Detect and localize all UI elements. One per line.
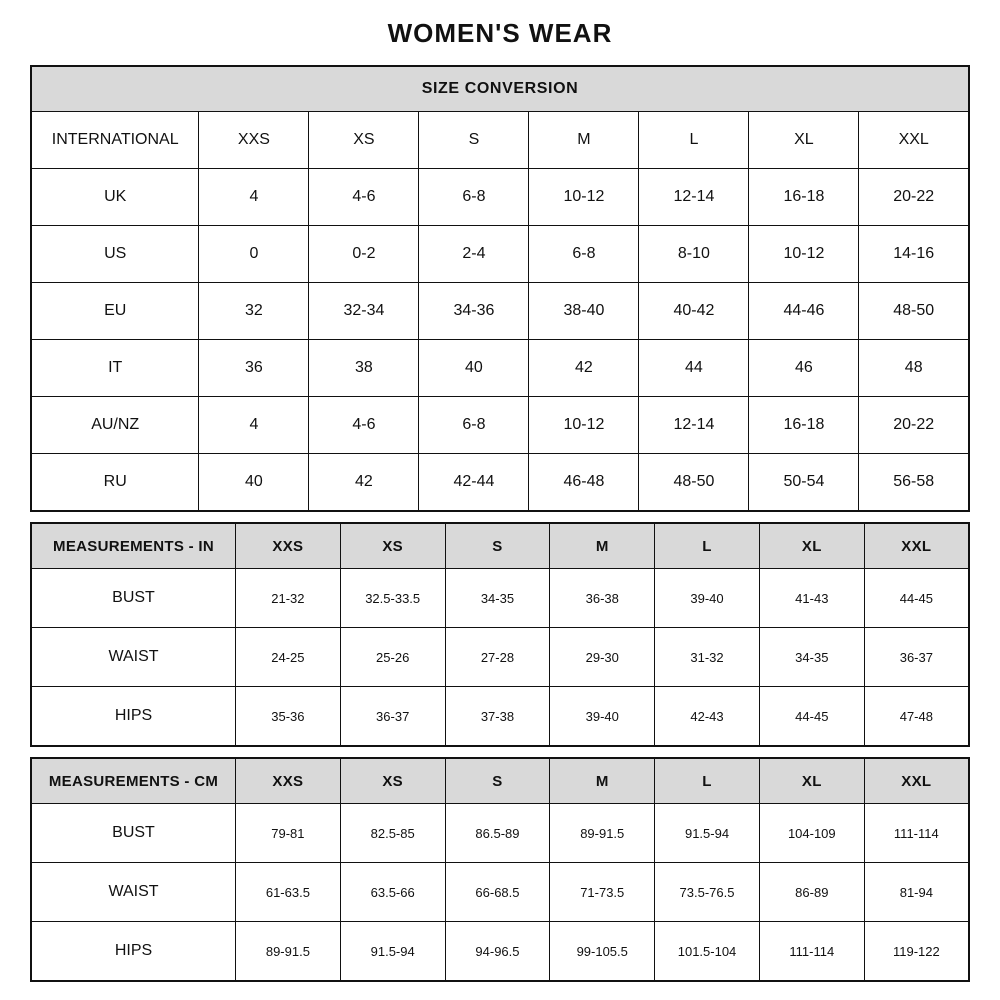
value-cell: 6-8 bbox=[529, 226, 639, 283]
value-cell: 99-105.5 bbox=[550, 922, 655, 982]
value-cell: 66-68.5 bbox=[445, 863, 550, 922]
value-cell: 91.5-94 bbox=[655, 804, 760, 863]
value-cell: 12-14 bbox=[639, 397, 749, 454]
value-cell: 32.5-33.5 bbox=[340, 569, 445, 628]
value-cell: XL bbox=[749, 112, 859, 169]
value-cell: 14-16 bbox=[859, 226, 969, 283]
size-header-cell: M bbox=[550, 758, 655, 804]
size-conversion-body bbox=[31, 66, 969, 511]
table-row bbox=[31, 340, 969, 397]
value-cell: 40 bbox=[419, 340, 529, 397]
value-cell: 16-18 bbox=[749, 169, 859, 226]
row-label: UK bbox=[31, 169, 199, 226]
value-cell: 71-73.5 bbox=[550, 863, 655, 922]
value-cell: 44 bbox=[639, 340, 749, 397]
value-cell: 0 bbox=[199, 226, 309, 283]
value-cell: 4-6 bbox=[309, 169, 419, 226]
value-cell: 40 bbox=[199, 454, 309, 512]
value-cell: 6-8 bbox=[419, 397, 529, 454]
measurements-in-body bbox=[31, 523, 969, 746]
value-cell: 44-45 bbox=[759, 687, 864, 747]
size-header-cell: M bbox=[550, 523, 655, 569]
table-row bbox=[31, 922, 969, 982]
size-conversion-table bbox=[30, 65, 970, 512]
row-label: WAIST bbox=[31, 628, 236, 687]
table-header-row bbox=[31, 66, 969, 112]
value-cell: 104-109 bbox=[759, 804, 864, 863]
table-row bbox=[31, 397, 969, 454]
value-cell: 48 bbox=[859, 340, 969, 397]
value-cell: 81-94 bbox=[864, 863, 969, 922]
size-header-cell: XXS bbox=[236, 758, 341, 804]
value-cell: 40-42 bbox=[639, 283, 749, 340]
table-row bbox=[31, 283, 969, 340]
row-label: HIPS bbox=[31, 922, 236, 982]
value-cell: 91.5-94 bbox=[340, 922, 445, 982]
value-cell: 10-12 bbox=[529, 397, 639, 454]
row-label: RU bbox=[31, 454, 199, 512]
table-row bbox=[31, 687, 969, 747]
value-cell: 63.5-66 bbox=[340, 863, 445, 922]
section-title: MEASUREMENTS - CM bbox=[31, 758, 236, 804]
value-cell: 35-36 bbox=[236, 687, 341, 747]
size-header-cell: L bbox=[655, 523, 760, 569]
value-cell: 38 bbox=[309, 340, 419, 397]
value-cell: 34-35 bbox=[759, 628, 864, 687]
value-cell: 8-10 bbox=[639, 226, 749, 283]
table-header-row bbox=[31, 523, 969, 569]
size-header-cell: S bbox=[445, 523, 550, 569]
table-row bbox=[31, 226, 969, 283]
value-cell: 89-91.5 bbox=[550, 804, 655, 863]
table-row bbox=[31, 112, 969, 169]
value-cell: 36-38 bbox=[550, 569, 655, 628]
value-cell: 44-45 bbox=[864, 569, 969, 628]
value-cell: 101.5-104 bbox=[655, 922, 760, 982]
value-cell: 21-32 bbox=[236, 569, 341, 628]
measurements-cm-table bbox=[30, 757, 970, 982]
value-cell: 111-114 bbox=[864, 804, 969, 863]
value-cell: 32-34 bbox=[309, 283, 419, 340]
table-header-row bbox=[31, 758, 969, 804]
row-label: WAIST bbox=[31, 863, 236, 922]
value-cell: 36 bbox=[199, 340, 309, 397]
size-header-cell: XS bbox=[340, 523, 445, 569]
size-header-cell: XL bbox=[759, 523, 864, 569]
row-label: US bbox=[31, 226, 199, 283]
row-label: AU/NZ bbox=[31, 397, 199, 454]
value-cell: 37-38 bbox=[445, 687, 550, 747]
value-cell: 119-122 bbox=[864, 922, 969, 982]
measurements-cm-body bbox=[31, 758, 969, 981]
value-cell: 89-91.5 bbox=[236, 922, 341, 982]
value-cell: XXS bbox=[199, 112, 309, 169]
value-cell: 50-54 bbox=[749, 454, 859, 512]
value-cell: XXL bbox=[859, 112, 969, 169]
size-header-cell: L bbox=[655, 758, 760, 804]
value-cell: 38-40 bbox=[529, 283, 639, 340]
table-row bbox=[31, 454, 969, 512]
value-cell: 10-12 bbox=[749, 226, 859, 283]
value-cell: 42 bbox=[309, 454, 419, 512]
value-cell: 61-63.5 bbox=[236, 863, 341, 922]
value-cell: 36-37 bbox=[340, 687, 445, 747]
value-cell: 20-22 bbox=[859, 397, 969, 454]
value-cell: 0-2 bbox=[309, 226, 419, 283]
size-header-cell: XS bbox=[340, 758, 445, 804]
section-title: MEASUREMENTS - IN bbox=[31, 523, 236, 569]
table-row bbox=[31, 169, 969, 226]
value-cell: 34-36 bbox=[419, 283, 529, 340]
size-header-cell: XL bbox=[759, 758, 864, 804]
size-header-cell: S bbox=[445, 758, 550, 804]
value-cell: 46 bbox=[749, 340, 859, 397]
row-label: IT bbox=[31, 340, 199, 397]
value-cell: 44-46 bbox=[749, 283, 859, 340]
table-row bbox=[31, 804, 969, 863]
value-cell: 56-58 bbox=[859, 454, 969, 512]
value-cell: 27-28 bbox=[445, 628, 550, 687]
measurements-in-table bbox=[30, 522, 970, 747]
value-cell: L bbox=[639, 112, 749, 169]
size-header-cell: XXL bbox=[864, 758, 969, 804]
value-cell: 42-44 bbox=[419, 454, 529, 512]
value-cell: 4 bbox=[199, 397, 309, 454]
value-cell: 10-12 bbox=[529, 169, 639, 226]
table-row bbox=[31, 863, 969, 922]
row-label: BUST bbox=[31, 569, 236, 628]
value-cell: 94-96.5 bbox=[445, 922, 550, 982]
value-cell: 47-48 bbox=[864, 687, 969, 747]
value-cell: 6-8 bbox=[419, 169, 529, 226]
value-cell: 24-25 bbox=[236, 628, 341, 687]
value-cell: 79-81 bbox=[236, 804, 341, 863]
value-cell: 12-14 bbox=[639, 169, 749, 226]
size-conversion-title: SIZE CONVERSION bbox=[31, 66, 969, 112]
value-cell: 20-22 bbox=[859, 169, 969, 226]
value-cell: 86-89 bbox=[759, 863, 864, 922]
value-cell: 4-6 bbox=[309, 397, 419, 454]
size-header-cell: XXS bbox=[236, 523, 341, 569]
value-cell: S bbox=[419, 112, 529, 169]
value-cell: M bbox=[529, 112, 639, 169]
value-cell: 48-50 bbox=[639, 454, 749, 512]
value-cell: 25-26 bbox=[340, 628, 445, 687]
size-header-cell: XXL bbox=[864, 523, 969, 569]
row-label: INTERNATIONAL bbox=[31, 112, 199, 169]
value-cell: 42 bbox=[529, 340, 639, 397]
value-cell: 111-114 bbox=[759, 922, 864, 982]
row-label: EU bbox=[31, 283, 199, 340]
value-cell: 39-40 bbox=[655, 569, 760, 628]
value-cell: 73.5-76.5 bbox=[655, 863, 760, 922]
value-cell: 42-43 bbox=[655, 687, 760, 747]
value-cell: 34-35 bbox=[445, 569, 550, 628]
table-row bbox=[31, 569, 969, 628]
value-cell: 48-50 bbox=[859, 283, 969, 340]
value-cell: 16-18 bbox=[749, 397, 859, 454]
value-cell: 41-43 bbox=[759, 569, 864, 628]
value-cell: 36-37 bbox=[864, 628, 969, 687]
value-cell: 46-48 bbox=[529, 454, 639, 512]
value-cell: 31-32 bbox=[655, 628, 760, 687]
row-label: BUST bbox=[31, 804, 236, 863]
value-cell: 4 bbox=[199, 169, 309, 226]
value-cell: 29-30 bbox=[550, 628, 655, 687]
row-label: HIPS bbox=[31, 687, 236, 747]
value-cell: 39-40 bbox=[550, 687, 655, 747]
value-cell: XS bbox=[309, 112, 419, 169]
value-cell: 32 bbox=[199, 283, 309, 340]
value-cell: 2-4 bbox=[419, 226, 529, 283]
value-cell: 82.5-85 bbox=[340, 804, 445, 863]
table-row bbox=[31, 628, 969, 687]
page-title: WOMEN'S WEAR bbox=[387, 18, 613, 48]
value-cell: 86.5-89 bbox=[445, 804, 550, 863]
